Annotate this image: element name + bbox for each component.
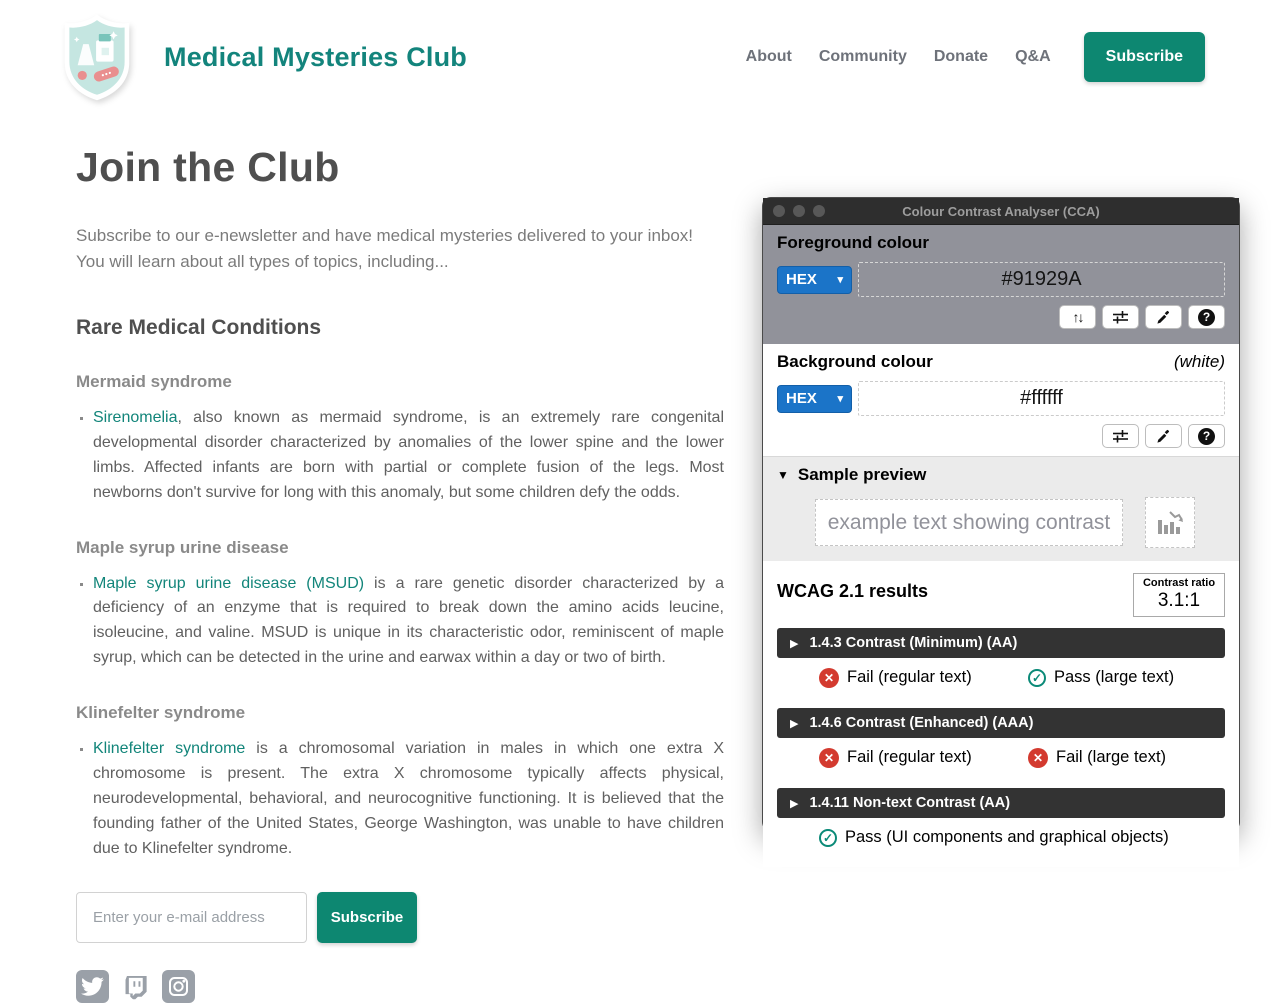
- foreground-eyedropper-button[interactable]: [1145, 305, 1182, 329]
- result-label: Fail (regular text): [847, 668, 972, 686]
- club-shield-logo: [62, 11, 132, 103]
- contrast-ratio-box: [1133, 573, 1225, 617]
- condition-text: [93, 406, 724, 506]
- eyedropper-icon: [1156, 310, 1171, 325]
- background-colour-name: (white): [1173, 352, 1225, 371]
- main-nav: [746, 32, 1205, 82]
- condition-body: , also known as mermaid syndrome, is an extremely rare congenital developmental disorder characterized by anomalies of the lower spine and the lower limbs. Affected infants are born with partial or complete fusion of the legs. Most newborns don't survive for long with this anomaly, but some children defy the odds.: [93, 408, 724, 501]
- collapse-triangle-icon: ▼: [777, 468, 789, 482]
- swap-colours-button[interactable]: [1059, 305, 1096, 329]
- site-header: [0, 0, 1275, 104]
- condition-text: [93, 737, 724, 862]
- foreground-format-select[interactable]: [777, 266, 852, 294]
- format-value: HEX: [786, 390, 817, 407]
- sample-preview-toggle[interactable]: [777, 465, 1225, 485]
- chart-preview-button[interactable]: [1145, 497, 1195, 548]
- condition-body: is a chromosomal variation in males in which one extra X chromosome is present. The extra X chromosome typically affects physical, neurodevelopmental, behavioral, and neurocognitive functioning. It is believed that the founding father of the United States, George Washington, was unable to have children due to Klinefelter syndrome.: [93, 740, 725, 858]
- expand-triangle-icon: ▶: [790, 637, 799, 650]
- section-heading: Rare Medical Conditions: [76, 315, 322, 339]
- condition-heading: Mermaid syndrome: [76, 371, 232, 391]
- background-sliders-button[interactable]: [1102, 424, 1139, 448]
- nav-qa[interactable]: Q&A: [1015, 48, 1051, 65]
- contrast-ratio-label: Contrast ratio: [1142, 577, 1216, 589]
- contrast-ratio-value: 3.1:1: [1157, 590, 1201, 611]
- wcag-section-143[interactable]: [777, 628, 1225, 658]
- expand-triangle-icon: ▶: [790, 797, 799, 810]
- foreground-help-button[interactable]: [1188, 305, 1225, 329]
- background-label: Background colour: [777, 352, 933, 371]
- sample-preview-label: Sample preview: [797, 465, 927, 484]
- wcag-section-146[interactable]: [777, 708, 1225, 738]
- fail-icon: [819, 748, 839, 768]
- cca-titlebar[interactable]: [763, 198, 1239, 225]
- wcag-section-1411[interactable]: [777, 788, 1225, 818]
- result-label: Pass (UI components and graphical objects): [845, 828, 1169, 846]
- background-hex-input[interactable]: [858, 381, 1225, 416]
- expand-triangle-icon: ▶: [790, 717, 799, 730]
- social-links: [76, 970, 724, 1003]
- pass-icon: [819, 829, 837, 847]
- nav-community[interactable]: Community: [818, 48, 907, 65]
- pass-icon: [1028, 669, 1046, 687]
- twitch-icon[interactable]: [119, 970, 152, 1003]
- email-input[interactable]: [76, 892, 307, 943]
- window-title: Colour Contrast Analyser (CCA): [902, 203, 1100, 219]
- help-icon: ?: [1198, 428, 1215, 445]
- condition-mermaid-syndrome: [76, 372, 724, 506]
- page-title: Join the Club: [76, 144, 340, 190]
- background-colour-section: [763, 344, 1239, 456]
- sliders-icon: [1112, 429, 1129, 443]
- result-item: [1028, 668, 1225, 687]
- wcag-results-section: [763, 561, 1239, 867]
- chevron-down-icon: ▾: [837, 393, 843, 405]
- condition-text: [93, 572, 724, 672]
- wcag-results-146: [777, 738, 1225, 777]
- nav-about[interactable]: About: [745, 48, 792, 65]
- foreground-sliders-button[interactable]: [1102, 305, 1139, 329]
- swap-arrows-icon: ↑↓: [1072, 309, 1083, 325]
- wcag-bar-title: 1.4.3 Contrast (Minimum) (AA): [809, 635, 1018, 651]
- wcag-results-143: [777, 658, 1225, 697]
- background-format-select[interactable]: [777, 385, 852, 413]
- fail-icon: [819, 668, 839, 688]
- foreground-label: Foreground colour: [777, 233, 930, 252]
- instagram-icon[interactable]: [162, 970, 195, 1003]
- wcag-results-1411: [777, 818, 1225, 857]
- condition-heading: Maple syrup urine disease: [76, 537, 289, 557]
- wcag-results-heading: WCAG 2.1 results: [777, 581, 929, 601]
- background-eyedropper-button[interactable]: [1145, 424, 1182, 448]
- result-item: [819, 828, 1225, 847]
- result-label: Fail (large text): [1056, 748, 1167, 766]
- foreground-hex-input[interactable]: [858, 262, 1225, 297]
- site-title: Medical Mysteries Club: [164, 41, 467, 72]
- result-item: [1028, 748, 1225, 768]
- sample-text-preview: example text showing contrast: [815, 499, 1123, 546]
- chart-icon: [1155, 508, 1185, 538]
- nav-subscribe-button[interactable]: Subscribe: [1084, 32, 1205, 82]
- intro-paragraph: Subscribe to our e-newsletter and have medical mysteries delivered to your inbox! You will learn about all types of topics, including...: [76, 226, 694, 272]
- condition-link[interactable]: Klinefelter syndrome: [93, 740, 246, 758]
- form-subscribe-button[interactable]: Subscribe: [317, 892, 417, 943]
- chevron-down-icon: ▾: [837, 274, 843, 286]
- condition-maple-syrup: [76, 538, 724, 672]
- nav-donate[interactable]: Donate: [933, 48, 989, 65]
- main-content: [76, 144, 724, 1003]
- twitter-icon[interactable]: [76, 970, 109, 1003]
- wcag-bar-title: 1.4.6 Contrast (Enhanced) (AAA): [809, 715, 1034, 731]
- eyedropper-icon: [1156, 429, 1171, 444]
- newsletter-signup: [76, 892, 724, 943]
- condition-klinefelter: [76, 703, 724, 862]
- condition-heading: Klinefelter syndrome: [76, 703, 246, 723]
- background-help-button[interactable]: [1188, 424, 1225, 448]
- fail-icon: [1028, 748, 1048, 768]
- wcag-bar-title: 1.4.11 Non-text Contrast (AA): [809, 795, 1011, 811]
- condition-body: is a rare genetic disorder characterized by a deficiency of an enzyme that is required to break down the amino acids leucine, isoleucine, and valine. MSUD is unique in its characteristic odor, reminiscent of maple syrup, which can be detected in the urine and earwax within a day or two of birth.: [93, 574, 724, 667]
- result-item: [819, 748, 1028, 768]
- sample-preview-section: [763, 456, 1239, 561]
- result-label: Fail (regular text): [847, 748, 972, 766]
- condition-link[interactable]: Maple syrup urine disease (MSUD): [93, 574, 365, 592]
- foreground-colour-section: [763, 225, 1239, 344]
- cca-window: [762, 197, 1240, 846]
- help-icon: ?: [1198, 309, 1215, 326]
- result-item: [819, 668, 1028, 688]
- result-label: Pass (large text): [1054, 668, 1175, 686]
- format-value: HEX: [786, 271, 817, 288]
- condition-link[interactable]: Sirenomelia: [93, 408, 178, 426]
- sliders-icon: [1112, 310, 1129, 324]
